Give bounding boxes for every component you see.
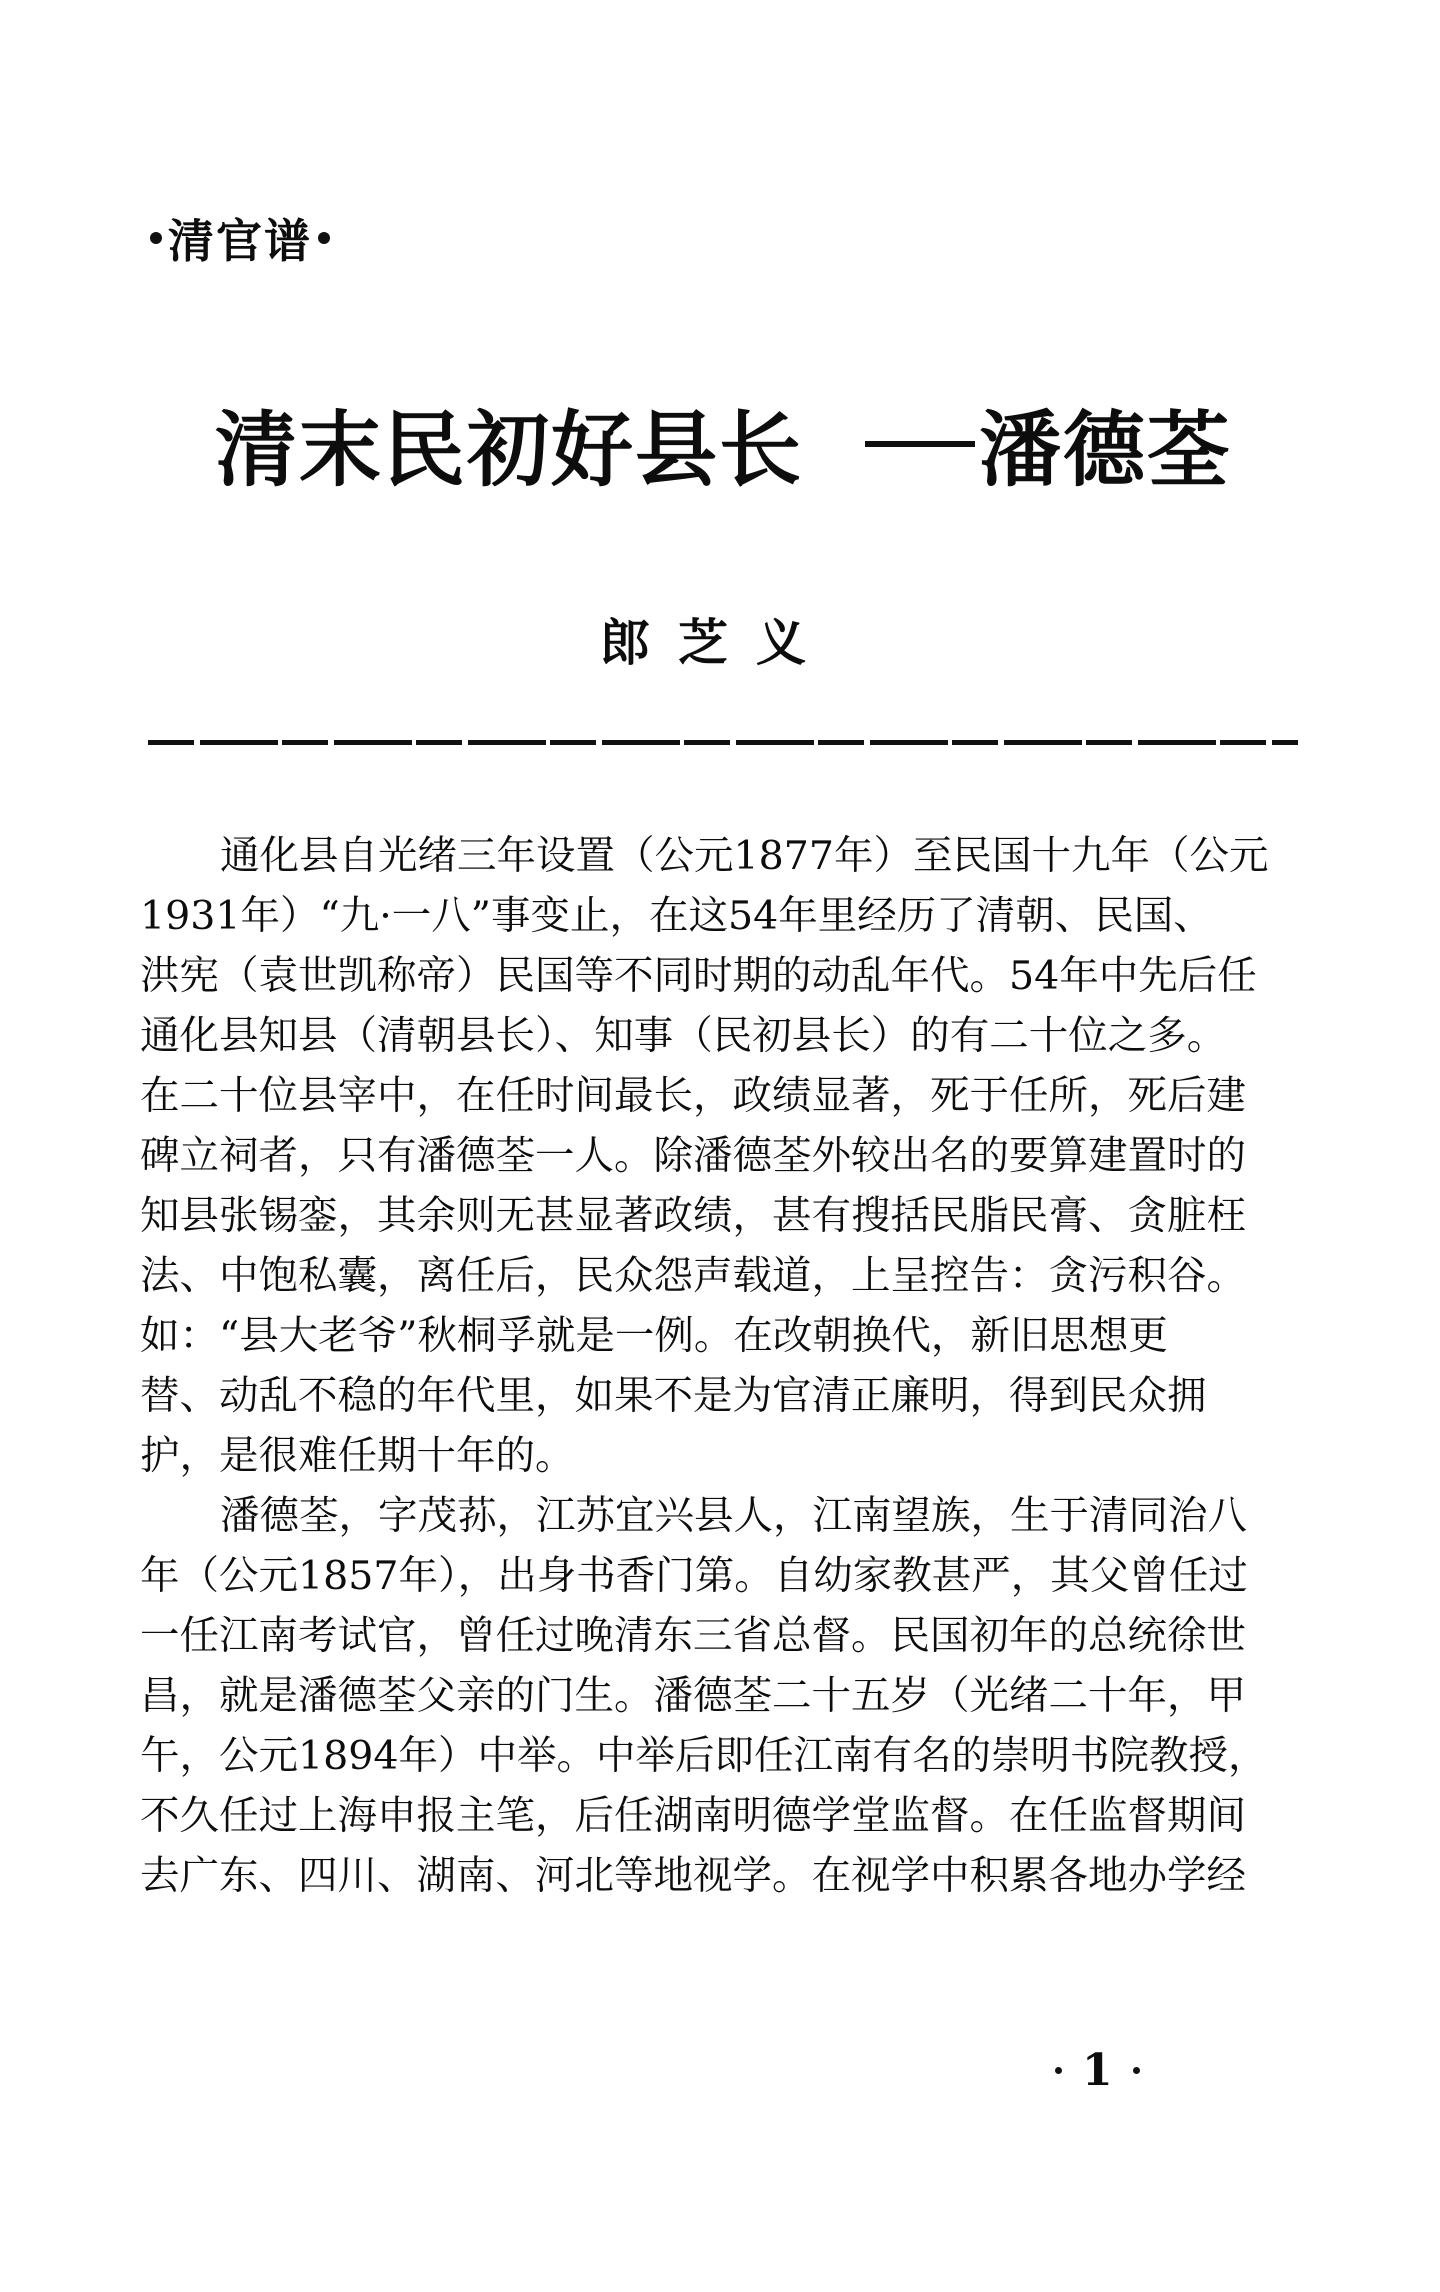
body-line: 不久任过上海申报主笔，后任湖南明德学堂监督。在任监督期间 [140,1793,1246,1839]
body-line: 一任江南考试官，曾任过晚清东三省总督。民国初年的总统徐世 [140,1613,1246,1659]
body-line: 通化县知县（清朝县长）、知事（民初县长）的有二十位之多。 [140,1013,1227,1059]
title-main: 清末民初好县长 [215,403,804,498]
column-tag-text: 清官谱 [168,214,312,268]
body-line: 去广东、四川、湖南、河北等地视学。在视学中积累各地办学经 [140,1853,1246,1899]
author-name: 郎芝义 [600,614,834,672]
body-line: 1931年）“九·一八”事变止，在这54年里经历了清朝、民国、 [140,893,1213,939]
body-line: 通化县自光绪三年设置（公元1877年）至民国十九年（公元 [220,833,1269,879]
column-tag [150,205,330,271]
divider-rule [148,740,1298,745]
body-line: 潘德荃，字茂荪，江苏宜兴县人，江南望族，生于清同治八 [220,1493,1247,1539]
page-number-text: 1 [1082,2045,1113,2096]
page-dot-icon [1133,2067,1140,2074]
body-line: 洪宪（袁世凯称帝）民国等不同时期的动乱年代。54年中先后任 [140,953,1257,999]
body-line: 替、动乱不稳的年代里，如果不是为官清正廉明，得到民众拥 [140,1373,1207,1419]
body-line: 碑立祠者，只有潘德荃一人。除潘德荃外较出名的要算建置时的 [140,1133,1246,1179]
body-line: 午，公元1894年）中举。中举后即任江南有名的崇明书院教授， [140,1733,1268,1779]
body-line: 护，是很难任期十年的。 [140,1433,575,1479]
page-number [1055,2045,1140,2096]
bullet-dot-icon [318,232,330,244]
page-dot-icon [1055,2067,1062,2074]
article-title [215,385,1275,502]
article-body [140,826,1300,1906]
body-line: 年（公元1857年），出身书香门第。自幼家教甚严，其父曾任过 [140,1553,1248,1599]
title-dash [865,441,975,447]
body-line: 法、中饱私囊，离任后，民众怨声载道，上呈控告：贪污积谷。 [140,1253,1246,1299]
bullet-dot-icon [150,232,162,244]
body-line: 知县张锡銮，其余则无甚显著政绩，甚有搜括民脂民膏、贪脏枉 [140,1193,1246,1239]
body-line: 昌，就是潘德荃父亲的门生。潘德荃二十五岁（光绪二十年，甲 [140,1673,1246,1719]
title-sub: 潘德荃 [979,403,1232,498]
body-line: 在二十位县宰中，在任时间最长，政绩显著，死于任所，死后建 [140,1073,1246,1119]
body-line: 如：“县大老爷”秋桐孚就是一例。在改朝换代，新旧思想更 [140,1313,1168,1359]
